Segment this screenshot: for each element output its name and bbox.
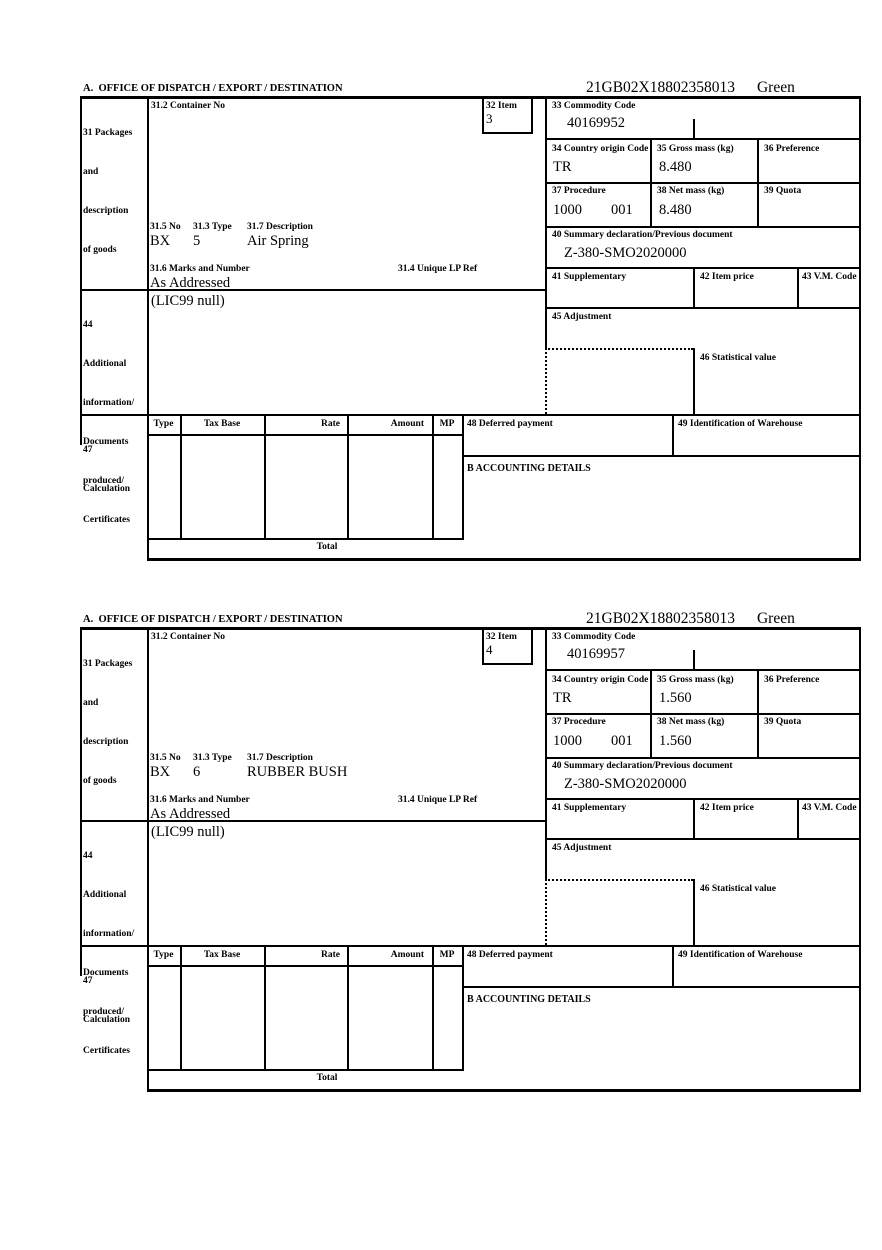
sad-item-copy: [80, 610, 862, 1094]
box45-dotted-divider: [545, 879, 693, 881]
box35-label: 35 Gross mass (kg): [657, 144, 734, 154]
box43-label: 43 V.M. Code: [802, 803, 857, 813]
box34-label: 34 Country origin Code: [552, 675, 649, 685]
box48-label: 48 Deferred payment: [467, 950, 553, 960]
gross-mass-value: 8.480: [659, 159, 692, 175]
box35-36-divider: [757, 138, 759, 228]
declaration-reference: [586, 610, 795, 628]
box33-label: 33 Commodity Code: [552, 632, 636, 642]
calc-header-mp: MP: [439, 950, 455, 960]
calc-table-right-border: [462, 945, 464, 1070]
box40-bottom-divider: [545, 267, 861, 269]
box40-bottom-divider: [545, 798, 861, 800]
label-column-divider: [147, 96, 149, 558]
box41-label: 41 Supplementary: [552, 272, 627, 282]
box41-42-divider: [693, 798, 695, 840]
box34-35-divider: [650, 138, 652, 228]
box33-bottom-divider: [545, 138, 861, 140]
label-column-divider: [147, 627, 149, 1089]
packages-type-value: 5: [193, 233, 201, 249]
b-accounting-details-label: B ACCOUNTING DETAILS: [467, 463, 591, 474]
box44-label: 44 Additional information/ Documents produced/ Certificates: [83, 851, 135, 1056]
box46-label: 46 Statistical value: [700, 884, 776, 894]
gross-mass-value: 1.560: [659, 690, 692, 706]
previous-document-value: Z-380-SMO2020000: [564, 245, 687, 261]
box40-label: 40 Summary declaration/Previous document: [552, 761, 733, 771]
routing-status: Green: [756, 79, 795, 96]
calc-type-divider: [180, 414, 182, 539]
item-box-right-border: [531, 96, 533, 132]
box48-49-divider: [672, 945, 674, 987]
form-right-border: [859, 96, 861, 561]
procedure-code2-value: 001: [611, 202, 633, 218]
calc-rate-divider: [347, 414, 349, 539]
calc-total-label: Total: [316, 542, 338, 552]
box47-row-top-divider: [80, 414, 861, 416]
box31-7-label: 31.7 Description: [247, 222, 313, 232]
calc-header-divider: [147, 965, 464, 967]
box31-3-label: 31.3 Type: [193, 222, 232, 232]
item-box-right-border: [531, 627, 533, 663]
procedure-code2-value: 001: [611, 733, 633, 749]
box46-label: 46 Statistical value: [700, 353, 776, 363]
origin-country-value: TR: [553, 690, 572, 706]
box31-6-label: 31.6 Marks and Number: [150, 264, 250, 274]
box34-label: 34 Country origin Code: [552, 144, 649, 154]
box37-row-divider: [545, 757, 861, 759]
marks-value: As Addressed: [150, 275, 231, 291]
mrn-value: 21GB02X18802358013: [586, 79, 735, 96]
calc-header-amount: Amount: [390, 950, 424, 960]
box31-label: 31 Packages and description of goods: [83, 128, 133, 255]
box39-label: 39 Quota: [764, 186, 802, 196]
marks-value: As Addressed: [150, 806, 231, 822]
mrn-value: 21GB02X18802358013: [586, 610, 735, 627]
item-number-value: 3: [486, 111, 493, 126]
box46-left-border: [693, 879, 695, 947]
box33-bottom-divider: [545, 669, 861, 671]
box37-label: 37 Procedure: [552, 186, 606, 196]
box41-label: 41 Supplementary: [552, 803, 627, 813]
office-of-dispatch-label: A. OFFICE OF DISPATCH / EXPORT / DESTINATION: [83, 614, 343, 625]
form-bottom-border: [147, 1089, 861, 1092]
box47-label: 47 Calculation: [83, 976, 130, 1025]
calc-header-rate: Rate: [321, 419, 340, 429]
calc-rate-divider: [347, 945, 349, 1070]
calc-taxbase-divider: [264, 414, 266, 539]
calc-total-label: Total: [316, 1073, 338, 1083]
box31-4-label: 31.4 Unique LP Ref: [398, 795, 478, 805]
box41-row-divider: [545, 307, 861, 309]
box42-label: 42 Item price: [700, 272, 754, 282]
calc-amount-divider: [432, 414, 434, 539]
box46-left-border: [693, 348, 695, 416]
calc-header-taxbase: Tax Base: [203, 419, 241, 429]
calc-table-right-border: [462, 414, 464, 539]
net-mass-value: 1.560: [659, 733, 692, 749]
box32-label: 32 Item: [486, 632, 517, 642]
box45-dotted-divider: [545, 348, 693, 350]
box49-label: 49 Identification of Warehouse: [678, 419, 803, 429]
box48-49-divider: [672, 414, 674, 456]
calc-header-amount: Amount: [390, 419, 424, 429]
box45-label: 45 Adjustment: [552, 843, 612, 853]
office-of-dispatch-label: A. OFFICE OF DISPATCH / EXPORT / DESTINATION: [83, 83, 343, 94]
commodity-code-separator: [693, 650, 695, 669]
box33-label: 33 Commodity Code: [552, 101, 636, 111]
procedure-code-value: 1000: [553, 202, 582, 218]
box31-3-label: 31.3 Type: [193, 753, 232, 763]
box39-label: 39 Quota: [764, 717, 802, 727]
sad-item-copy: [80, 79, 862, 563]
calc-header-mp: MP: [439, 419, 455, 429]
box38-label: 38 Net mass (kg): [657, 717, 725, 727]
dotted-left-divider: [545, 879, 547, 945]
box38-label: 38 Net mass (kg): [657, 186, 725, 196]
box36-label: 36 Preference: [764, 675, 820, 685]
goods-description-value: Air Spring: [247, 233, 309, 249]
procedure-code-value: 1000: [553, 733, 582, 749]
box32-label: 32 Item: [486, 101, 517, 111]
middle-right-divider: [545, 627, 547, 881]
box31-4-label: 31.4 Unique LP Ref: [398, 264, 478, 274]
box31-label: 31 Packages and description of goods: [83, 659, 133, 786]
origin-country-value: TR: [553, 159, 572, 175]
form-right-border: [859, 627, 861, 1092]
item-box-left-border: [482, 96, 484, 132]
box34-row-divider: [545, 713, 861, 715]
box31-7-label: 31.7 Description: [247, 753, 313, 763]
box36-label: 36 Preference: [764, 144, 820, 154]
routing-status: Green: [756, 610, 795, 627]
box34-35-divider: [650, 669, 652, 759]
net-mass-value: 8.480: [659, 202, 692, 218]
box42-label: 42 Item price: [700, 803, 754, 813]
form-left-border: [80, 96, 82, 445]
calc-header-type: Type: [153, 419, 174, 429]
box49-label: 49 Identification of Warehouse: [678, 950, 803, 960]
box41-row-divider: [545, 838, 861, 840]
declaration-reference: [586, 79, 795, 97]
middle-right-divider: [545, 96, 547, 350]
box35-36-divider: [757, 669, 759, 759]
box48-row-bottom-divider: [462, 986, 861, 988]
box42-43-divider: [797, 798, 799, 840]
dotted-left-divider: [545, 348, 547, 414]
box47-label: 47 Calculation: [83, 445, 130, 494]
form-top-border: [80, 96, 861, 99]
box42-43-divider: [797, 267, 799, 309]
box31-5-label: 31.5 No: [150, 753, 181, 763]
calc-type-divider: [180, 945, 182, 1070]
box35-label: 35 Gross mass (kg): [657, 675, 734, 685]
item-box-bottom-border: [482, 663, 533, 665]
box48-label: 48 Deferred payment: [467, 419, 553, 429]
commodity-code-value: 40169952: [567, 115, 625, 131]
box48-row-bottom-divider: [462, 455, 861, 457]
calc-table-bottom-border: [147, 538, 464, 540]
calc-table-bottom-border: [147, 1069, 464, 1071]
calc-header-rate: Rate: [321, 950, 340, 960]
box31-2-label: 31.2 Container No: [151, 101, 225, 111]
box37-row-divider: [545, 226, 861, 228]
box45-label: 45 Adjustment: [552, 312, 612, 322]
box31-5-label: 31.5 No: [150, 222, 181, 232]
b-accounting-details-label: B ACCOUNTING DETAILS: [467, 994, 591, 1005]
calc-header-type: Type: [153, 950, 174, 960]
box31-2-label: 31.2 Container No: [151, 632, 225, 642]
additional-info-value: (LIC99 null): [151, 293, 225, 309]
packages-no-value: BX: [150, 764, 171, 780]
box40-label: 40 Summary declaration/Previous document: [552, 230, 733, 240]
calc-amount-divider: [432, 945, 434, 1070]
form-left-border: [80, 627, 82, 976]
item-number-value: 4: [486, 642, 493, 657]
form-top-border: [80, 627, 861, 630]
commodity-code-separator: [693, 119, 695, 138]
box37-label: 37 Procedure: [552, 717, 606, 727]
calc-header-taxbase: Tax Base: [203, 950, 241, 960]
previous-document-value: Z-380-SMO2020000: [564, 776, 687, 792]
goods-description-value: RUBBER BUSH: [247, 764, 348, 780]
box43-label: 43 V.M. Code: [802, 272, 857, 282]
box47-row-top-divider: [80, 945, 861, 947]
item-box-bottom-border: [482, 132, 533, 134]
box44-label: 44 Additional information/ Documents produced/ Certificates: [83, 320, 135, 525]
box31-6-label: 31.6 Marks and Number: [150, 795, 250, 805]
packages-no-value: BX: [150, 233, 171, 249]
additional-info-value: (LIC99 null): [151, 824, 225, 840]
calc-taxbase-divider: [264, 945, 266, 1070]
packages-type-value: 6: [193, 764, 201, 780]
form-bottom-border: [147, 558, 861, 561]
box34-row-divider: [545, 182, 861, 184]
calc-header-divider: [147, 434, 464, 436]
box41-42-divider: [693, 267, 695, 309]
item-box-left-border: [482, 627, 484, 663]
commodity-code-value: 40169957: [567, 646, 625, 662]
